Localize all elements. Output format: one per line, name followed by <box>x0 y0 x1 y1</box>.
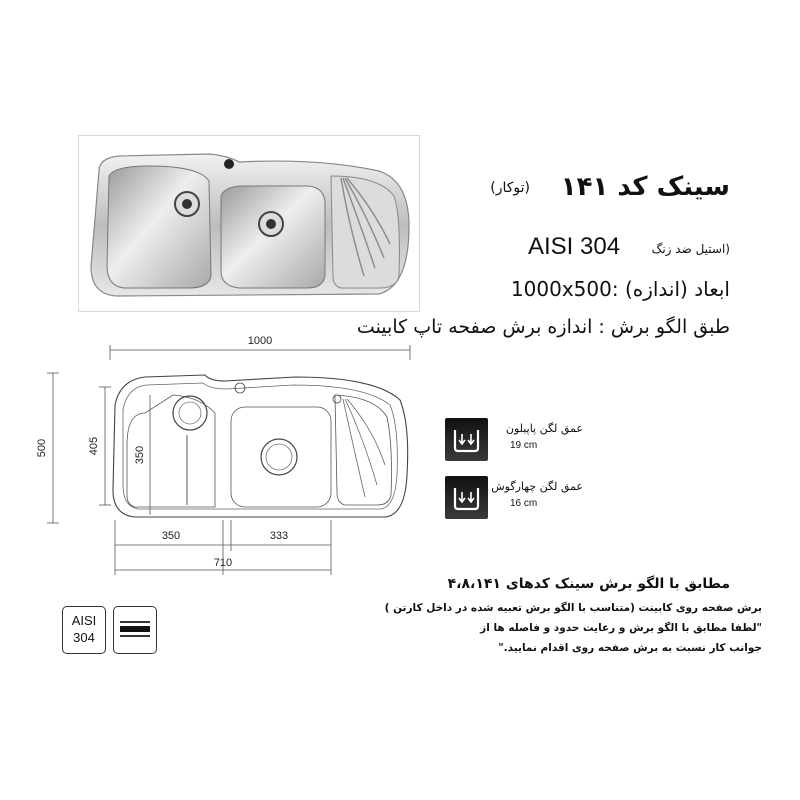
dim-inner-height: 405 <box>88 436 100 456</box>
material-grade: AISI 304 <box>528 233 621 260</box>
depth-label-round-bowl: عمق لگن پاپیلون <box>505 422 583 435</box>
drainboard <box>331 176 399 288</box>
aisi-badge <box>62 606 106 654</box>
dim-bowls-total: 710 <box>213 557 233 569</box>
dim-bowl1-width: 350 <box>161 530 181 542</box>
aisi-badge-line1: AISI <box>71 613 97 628</box>
down-arrows-icon <box>445 476 488 519</box>
instructions-line-2: "لطفا مطابق با الگو برش و رعایت حدود و فاصله ها از <box>480 622 762 634</box>
instructions-line-1: برش صفحه روی کابینت (متناسب با الگو برش تعبیه شده در داخل کارتن ) <box>384 602 762 614</box>
dim-bowl-depth: 350 <box>134 445 146 465</box>
depth-value-square-bowl: 16 cm <box>510 498 538 509</box>
dim-total-width: 1000 <box>247 335 273 347</box>
depth-label-square-bowl: عمق لگن چهارگوش <box>491 480 583 493</box>
dimensions-text: 1000x500: ابعاد (اندازه) <box>510 277 730 301</box>
technical-drawing <box>35 325 420 585</box>
thickness-icon <box>113 606 157 654</box>
aisi-badge-line2: 304 <box>73 630 95 645</box>
product-subtitle: (توکار) <box>490 180 530 196</box>
product-title: سینک کد ۱۴۱ <box>560 172 730 202</box>
dim-total-height: 500 <box>36 438 48 458</box>
cut-pattern-text: طبق الگو برش : اندازه برش صفحه تاپ کابینت <box>356 316 730 338</box>
instructions-line-3: جوانب کار نسبت به برش صفحه روی اقدام نمایید." <box>498 642 762 654</box>
bowl-left <box>107 166 211 288</box>
dim-bowl2-width: 333 <box>269 530 289 542</box>
material-note: (استیل ضد زنگ <box>651 242 730 256</box>
bowl-right <box>221 186 325 288</box>
faucet-hole <box>224 159 234 169</box>
sink-photo <box>78 135 420 312</box>
instructions-title: مطابق با الگو برش سینک کدهای ۴،۸،۱۴۱ <box>447 576 730 592</box>
down-arrows-icon <box>445 418 488 461</box>
depth-value-round-bowl: 19 cm <box>510 440 538 451</box>
